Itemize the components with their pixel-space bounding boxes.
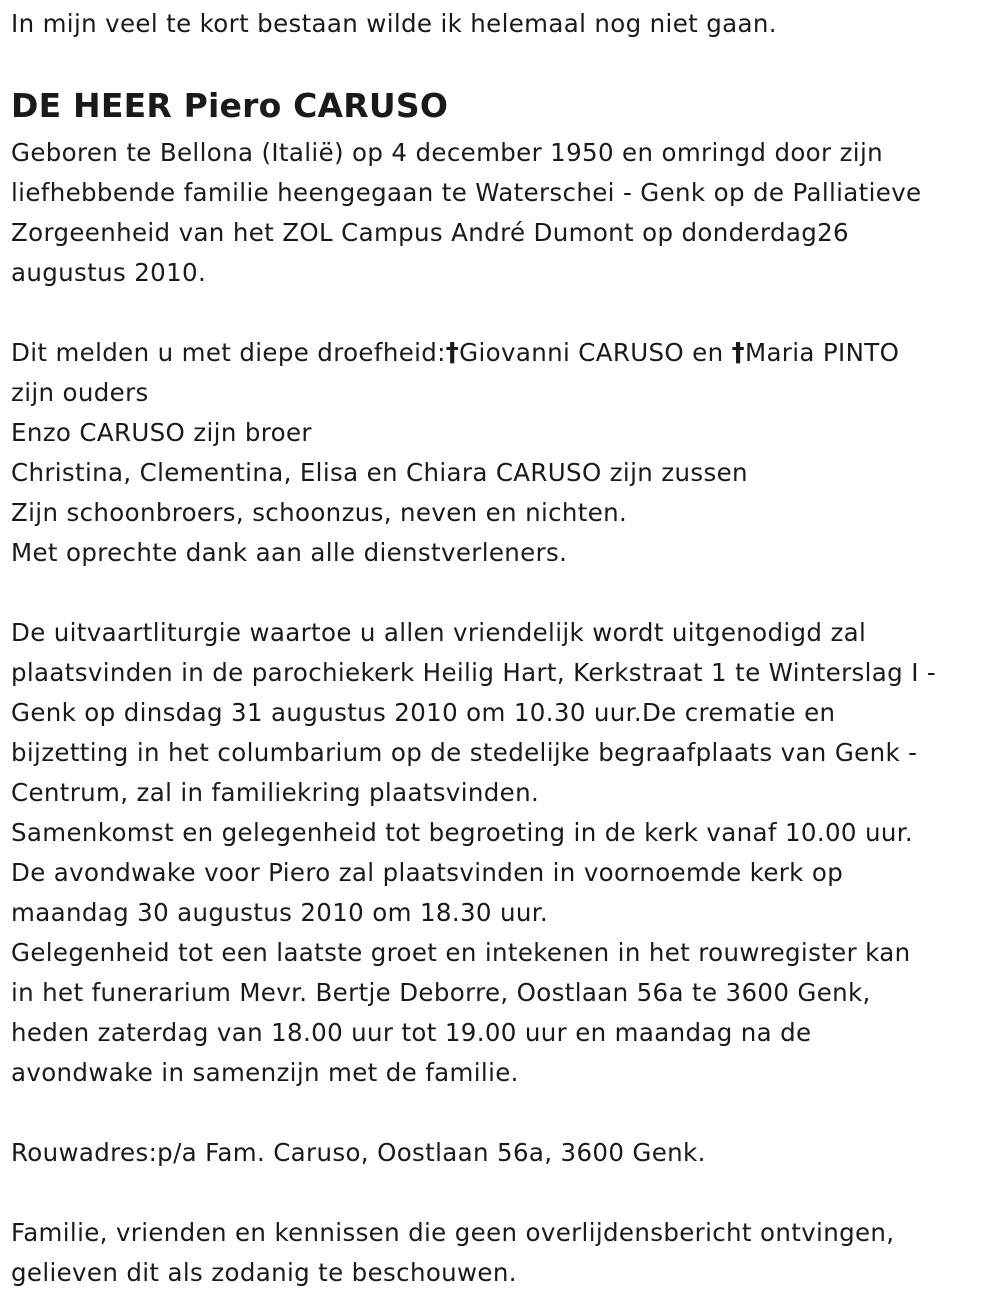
cross-icon: † <box>731 338 745 368</box>
birth-death-line: augustus 2010. <box>11 258 207 287</box>
birth-death-line: Geboren te Bellona (Italië) op 4 december 1950 en omringd door zijn <box>11 138 883 167</box>
mother-name: Maria PINTO <box>744 338 900 367</box>
funeral-line: bijzetting in het columbarium op de stedelijke begraafplaats van Genk - <box>11 738 918 767</box>
funeral-line: De avondwake voor Piero zal plaatsvinden in voornoemde kerk op <box>11 858 844 887</box>
funeral-line: maandag 30 augustus 2010 om 18.30 uur. <box>11 898 549 927</box>
funeral-line: in het funerarium Mevr. Bertje Deborre, Oostlaan 56a te 3600 Genk, <box>11 978 871 1007</box>
motto: In mijn veel te kort bestaan wilde ik helemaal nog niet gaan. <box>11 9 777 38</box>
funeral-line: avondwake in samenzijn met de familie. <box>11 1058 519 1087</box>
funeral-line: heden zaterdag van 18.00 uur tot 19.00 uur en maandag na de <box>11 1018 812 1047</box>
mourners-intro: Dit melden u met diepe droefheid: <box>11 338 446 367</box>
mourners-line: zijn ouders <box>11 378 149 407</box>
funeral-line: Gelegenheid tot een laatste groet en intekenen in het rouwregister kan <box>11 938 911 967</box>
mourners-intro-line <box>11 333 899 373</box>
closing-line: Familie, vrienden en kennissen die geen overlijdensbericht ontvingen, <box>11 1218 895 1247</box>
funeral-line: Centrum, zal in familiekring plaatsvinden. <box>11 778 540 807</box>
closing-paragraph <box>11 1213 894 1293</box>
funeral-line: Samenkomst en gelegenheid tot begroeting in de kerk vanaf 10.00 uur. <box>11 818 914 847</box>
mourners-paragraph <box>11 333 899 573</box>
mourners-line: Zijn schoonbroers, schoonzus, neven en nichten. <box>11 498 628 527</box>
closing-line: gelieven dit als zodanig te beschouwen. <box>11 1258 517 1287</box>
cross-icon: † <box>445 338 460 368</box>
birth-death-line: Zorgeenheid van het ZOL Campus André Dumont op donderdag26 <box>11 218 849 247</box>
mourners-line: Enzo CARUSO zijn broer <box>11 418 312 447</box>
mourning-address: Rouwadres:p/a Fam. Caruso, Oostlaan 56a, 3600 Genk. <box>11 1138 706 1167</box>
funeral-line: De uitvaartliturgie waartoe u allen vriendelijk wordt uitgenodigd zal <box>11 618 867 647</box>
funeral-line: Genk op dinsdag 31 augustus 2010 om 10.30 uur.De crematie en <box>11 698 836 727</box>
funeral-line: plaatsvinden in de parochiekerk Heilig Hart, Kerkstraat 1 te Winterslag I - <box>11 658 937 687</box>
father-name: Giovanni CARUSO en <box>459 338 732 367</box>
mourners-line: Christina, Clementina, Elisa en Chiara CARUSO zijn zussen <box>11 458 748 487</box>
mourners-line: Met oprechte dank aan alle dienstverleners. <box>11 538 568 567</box>
deceased-name-title: DE HEER Piero CARUSO <box>11 86 449 125</box>
birth-death-line: liefhebbende familie heengegaan te Waterschei - Genk op de Palliatieve <box>11 178 922 207</box>
birth-death-paragraph <box>11 133 921 293</box>
funeral-paragraph <box>11 613 936 1093</box>
address-paragraph <box>11 1133 706 1173</box>
